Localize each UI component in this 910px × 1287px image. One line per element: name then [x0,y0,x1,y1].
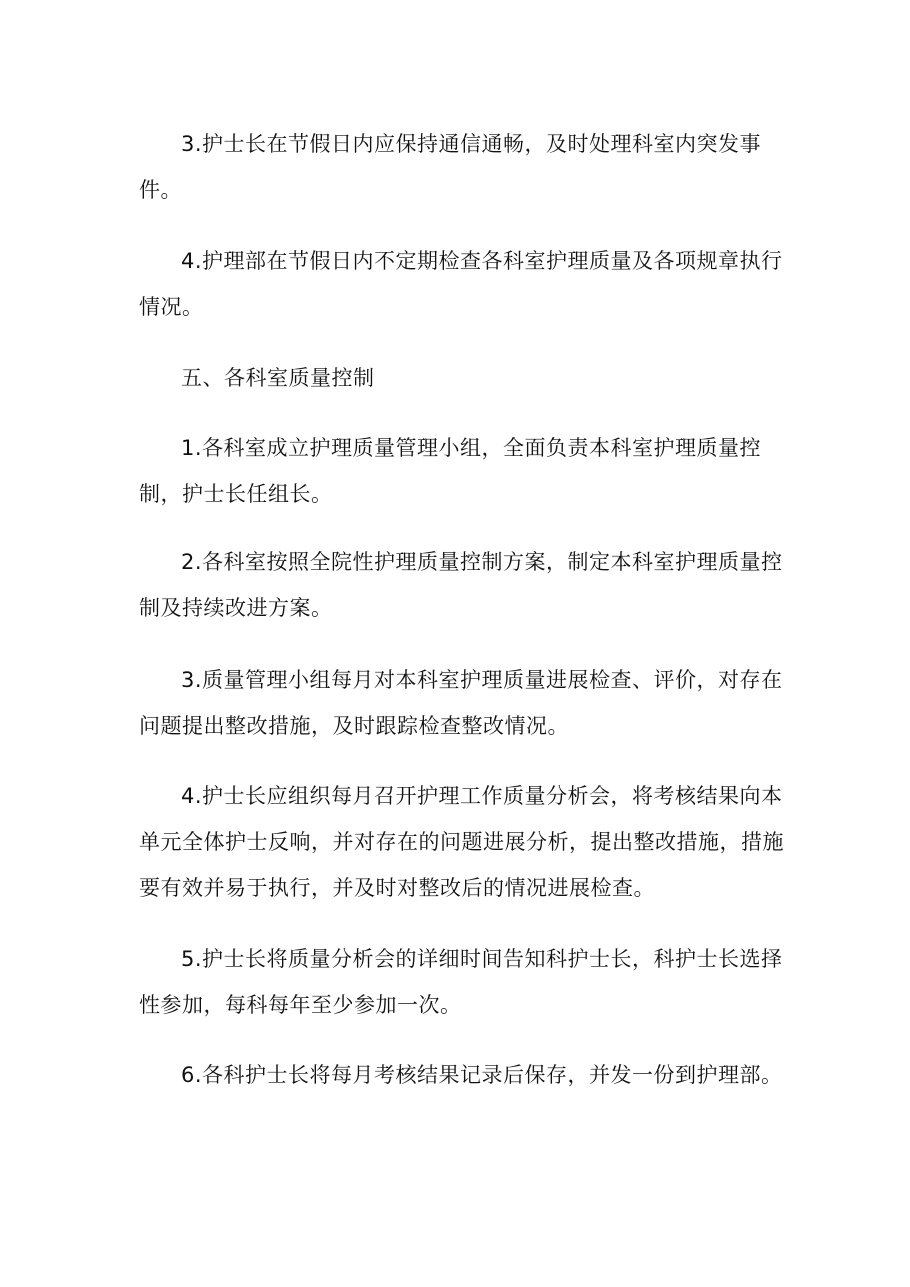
paragraph-holiday-inspection: 4.护理部在节假日内不定期检查各科室护理质量及各项规章执行情况。 [139,249,783,319]
paragraph-quality-group: 1.各科室成立护理质量管理小组，全面负责本科室护理质量控制，护士长任组长。 [139,436,762,506]
paragraph-monthly-check: 3.质量管理小组每月对本科室护理质量进展检查、评价，对存在问题提出整改措施，及时跟踪检查整改情况。 [139,668,783,738]
paragraph-meeting-notice: 5.护士长将质量分析会的详细时间告知科护士长，科护士长选择性参加，每科每年至少参加一次。 [139,947,783,1017]
paragraph-control-plan: 2.各科室按照全院性护理质量控制方案，制定本科室护理质量控制及持续改进方案。 [139,550,783,620]
paragraph-holiday-communication: 3.护士长在节假日内应保持通信通畅，及时处理科室内突发事件。 [139,132,762,202]
paragraph-analysis-meeting: 4.护士长应组织每月召开护理工作质量分析会，将考核结果向本单元全体护士反响，并对存在的问题进展分析，提出整改措施，措施要有效并易于执行，并及时对整改后的情况进展检查。 [139,784,784,900]
paragraph-record-results: 6.各科护士长将每月考核结果记录后保存，并发一份到护理部。 [181,1063,783,1087]
section-heading-quality-control: 五、各科室质量控制 [181,366,375,390]
